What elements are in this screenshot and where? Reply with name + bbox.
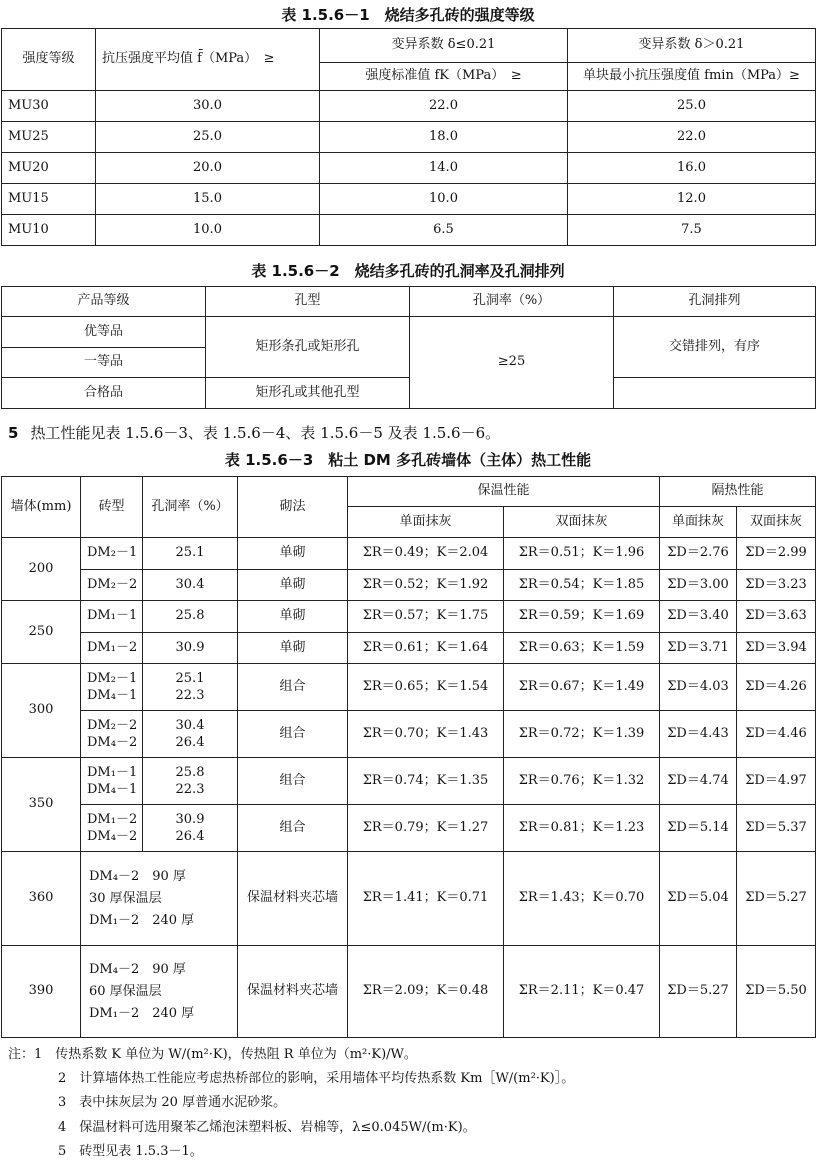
table-row [2, 538, 816, 570]
insul-double-cell: ΣR＝0.63；K＝1.59 [504, 633, 660, 664]
method-cell: 单砌 [238, 633, 348, 664]
ratio-cell: 30.4 [143, 570, 238, 601]
ratio-line: 26.4 [175, 829, 205, 844]
standard-cell: 14.0 [320, 153, 568, 184]
table-row [2, 215, 816, 246]
ratio-line: 30.4 [175, 718, 205, 733]
table1-header-cv-gt: 变异系数 δ＞0.21 [568, 29, 816, 63]
table1-header-average: 抗压强度平均值 f̄（MPa） ≥ [96, 29, 320, 91]
wall-cell: 350 [2, 758, 81, 852]
note-1: 注：1 传热系数 K 单位为 W/(m²·K)，传热阻 R 单位为（m²·K)/W。 [8, 1047, 417, 1062]
grade-cell: MU15 [2, 184, 96, 215]
table3-header-insul-single: 单面抹灰 [348, 507, 504, 538]
table1-header-standard: 强度标准值 fK（MPa） ≥ [320, 63, 568, 91]
ratio-cell: 30.9 [143, 633, 238, 664]
note-4: 4 保温材料可选用聚苯乙烯泡沫塑料板、岩棉等，λ≤0.045W/(m·K)。 [58, 1119, 476, 1135]
table3-header-insul-double: 双面抹灰 [504, 507, 660, 538]
grade-cell: MU10 [2, 215, 96, 246]
brick-cell [81, 711, 143, 758]
paragraph-5 [8, 422, 500, 443]
brick-line: DM₄－1 [87, 688, 138, 703]
brick-composition-cell [81, 852, 238, 946]
table3-header-heat-single: 单面抹灰 [660, 507, 737, 538]
ratio-line: 25.8 [175, 765, 205, 780]
ratio-line: 26.4 [175, 735, 205, 750]
brick-line: DM₂－1 [87, 671, 138, 686]
min-cell: 12.0 [568, 184, 816, 215]
method-cell: 保温材料夹芯墙 [238, 852, 348, 946]
insul-double-cell: ΣR＝0.76；K＝1.32 [504, 758, 660, 805]
insul-double-cell: ΣR＝1.43；K＝0.70 [504, 852, 660, 946]
table1-caption: 表 1.5.6－1 烧结多孔砖的强度等级 [281, 6, 535, 24]
grade-cell: 一等品 [2, 348, 206, 378]
table-row [2, 852, 816, 946]
heat-double-cell: ΣD＝4.26 [737, 664, 816, 711]
arrangement-cell: 交错排列，有序 [614, 317, 816, 378]
heat-single-cell: ΣD＝3.40 [660, 601, 737, 633]
min-cell: 25.0 [568, 91, 816, 122]
heat-double-cell: ΣD＝2.99 [737, 538, 816, 570]
average-cell: 25.0 [96, 122, 320, 153]
ratio-cell [143, 664, 238, 711]
composition-line: 30 厚保温层 [89, 890, 162, 906]
table3-header-ratio: 孔洞率（%） [143, 477, 238, 538]
table-row [2, 633, 816, 664]
table3-header-insulation: 保温性能 [348, 477, 660, 507]
heat-double-cell: ΣD＝3.63 [737, 601, 816, 633]
table-row [2, 184, 816, 215]
method-cell: 组合 [238, 711, 348, 758]
min-cell: 16.0 [568, 153, 816, 184]
insul-single-cell: ΣR＝0.79；K＝1.27 [348, 805, 504, 852]
heat-single-cell: ΣD＝3.71 [660, 633, 737, 664]
table2-header-arrangement: 孔洞排列 [614, 287, 816, 317]
heat-single-cell: ΣD＝5.04 [660, 852, 737, 946]
table-row [2, 805, 816, 852]
table3-header-method: 砌法 [238, 477, 348, 538]
hole-type-cell: 矩形条孔或矩形孔 [206, 317, 410, 378]
insul-single-cell: ΣR＝0.52；K＝1.92 [348, 570, 504, 601]
wall-cell: 360 [2, 852, 81, 946]
table3-header-heat-double: 双面抹灰 [737, 507, 816, 538]
table-row [2, 378, 816, 409]
insul-single-cell: ΣR＝0.74；K＝1.35 [348, 758, 504, 805]
table-row [2, 601, 816, 633]
note-3: 3 表中抹灰层为 20 厚普通水泥砂浆。 [58, 1095, 287, 1111]
composition-line: DM₄－2 90 厚 [89, 868, 186, 884]
hole-type-cell: 矩形孔或其他孔型 [206, 378, 410, 409]
hole-ratio-cell: ≥25 [410, 317, 614, 409]
brick-composition-cell [81, 946, 238, 1038]
heat-single-cell: ΣD＝3.00 [660, 570, 737, 601]
table2-header-ratio: 孔洞率（%） [410, 287, 614, 317]
table2-header-grade: 产品等级 [2, 287, 206, 317]
method-cell: 保温材料夹芯墙 [238, 946, 348, 1038]
wall-cell: 390 [2, 946, 81, 1038]
heat-double-cell: ΣD＝3.23 [737, 570, 816, 601]
brick-cell: DM₂－2 [81, 570, 143, 601]
ratio-cell [143, 711, 238, 758]
brick-cell [81, 664, 143, 711]
heat-double-cell: ΣD＝5.50 [737, 946, 816, 1038]
grade-cell: 合格品 [2, 378, 206, 409]
min-cell: 7.5 [568, 215, 816, 246]
wall-cell: 250 [2, 601, 81, 664]
table-row [2, 153, 816, 184]
composition-line: DM₁－2 240 厚 [89, 912, 195, 928]
grade-cell: 优等品 [2, 317, 206, 348]
table3-thermal-performance [1, 476, 816, 1038]
insul-single-cell: ΣR＝0.65；K＝1.54 [348, 664, 504, 711]
table-row [2, 91, 816, 122]
average-cell: 10.0 [96, 215, 320, 246]
note-5: 5 砖型见表 1.5.3－1。 [58, 1143, 203, 1159]
method-cell: 组合 [238, 805, 348, 852]
arrangement-cell [614, 378, 816, 409]
brick-cell: DM₂－1 [81, 538, 143, 570]
brick-cell: DM₁－1 [81, 601, 143, 633]
table1-header-min: 单块最小抗压强度值 fmin（MPa）≥ [568, 63, 816, 91]
insul-double-cell: ΣR＝0.54；K＝1.85 [504, 570, 660, 601]
ratio-cell: 25.8 [143, 601, 238, 633]
heat-single-cell: ΣD＝5.27 [660, 946, 737, 1038]
grade-cell: MU25 [2, 122, 96, 153]
wall-cell: 300 [2, 664, 81, 758]
average-cell: 15.0 [96, 184, 320, 215]
heat-single-cell: ΣD＝5.14 [660, 805, 737, 852]
composition-line: 60 厚保温层 [89, 983, 162, 999]
brick-line: DM₁－1 [87, 765, 138, 780]
insul-single-cell: ΣR＝0.49；K＝2.04 [348, 538, 504, 570]
insul-double-cell: ΣR＝0.59；K＝1.69 [504, 601, 660, 633]
table3-header-brick: 砖型 [81, 477, 143, 538]
heat-double-cell: ΣD＝4.97 [737, 758, 816, 805]
min-cell: 22.0 [568, 122, 816, 153]
ratio-cell [143, 805, 238, 852]
method-cell: 组合 [238, 664, 348, 711]
heat-double-cell: ΣD＝3.94 [737, 633, 816, 664]
insul-single-cell: ΣR＝1.41；K＝0.71 [348, 852, 504, 946]
table-row [2, 664, 816, 711]
method-cell: 组合 [238, 758, 348, 805]
table1-header-grade: 强度等级 [2, 29, 96, 91]
table1-strength-grades [1, 28, 816, 246]
brick-cell [81, 758, 143, 805]
ratio-cell: 25.1 [143, 538, 238, 570]
table-row [2, 122, 816, 153]
wall-cell: 200 [2, 538, 81, 601]
ratio-line: 25.1 [175, 671, 205, 686]
ratio-cell [143, 758, 238, 805]
heat-single-cell: ΣD＝4.43 [660, 711, 737, 758]
composition-line: DM₁－2 240 厚 [89, 1005, 195, 1021]
brick-line: DM₄－2 [87, 829, 138, 844]
insul-double-cell: ΣR＝0.81；K＝1.23 [504, 805, 660, 852]
brick-line: DM₁－2 [87, 812, 138, 827]
method-cell: 单砌 [238, 570, 348, 601]
heat-double-cell: ΣD＝4.46 [737, 711, 816, 758]
brick-line: DM₂－2 [87, 718, 138, 733]
method-cell: 单砌 [238, 601, 348, 633]
table-row [2, 758, 816, 805]
method-cell: 单砌 [238, 538, 348, 570]
note-2: 2 计算墙体热工性能应考虑热桥部位的影响，采用墙体平均传热系数 Km［W/(m²·K)］。 [58, 1071, 575, 1087]
heat-double-cell: ΣD＝5.27 [737, 852, 816, 946]
standard-cell: 18.0 [320, 122, 568, 153]
table3-header-heat: 隔热性能 [660, 477, 816, 507]
ratio-line: 22.3 [175, 688, 205, 703]
insul-single-cell: ΣR＝0.57；K＝1.75 [348, 601, 504, 633]
table-row [2, 570, 816, 601]
brick-cell: DM₁－2 [81, 633, 143, 664]
table-row [2, 711, 816, 758]
insul-double-cell: ΣR＝0.72；K＝1.39 [504, 711, 660, 758]
standard-cell: 10.0 [320, 184, 568, 215]
average-cell: 20.0 [96, 153, 320, 184]
ratio-line: 30.9 [175, 812, 205, 827]
standard-cell: 6.5 [320, 215, 568, 246]
grade-cell: MU30 [2, 91, 96, 122]
table-row [2, 946, 816, 1038]
ratio-line: 22.3 [175, 782, 205, 797]
table1-header-cv-le: 变异系数 δ≤0.21 [320, 29, 568, 63]
brick-cell [81, 805, 143, 852]
insul-double-cell: ΣR＝0.51；K＝1.96 [504, 538, 660, 570]
heat-single-cell: ΣD＝4.74 [660, 758, 737, 805]
insul-double-cell: ΣR＝0.67；K＝1.49 [504, 664, 660, 711]
table2-header-type: 孔型 [206, 287, 410, 317]
paragraph-number: 5 [8, 424, 19, 442]
insul-single-cell: ΣR＝0.70；K＝1.43 [348, 711, 504, 758]
table-row [2, 317, 816, 348]
insul-double-cell: ΣR＝2.11；K＝0.47 [504, 946, 660, 1038]
heat-double-cell: ΣD＝5.37 [737, 805, 816, 852]
grade-cell: MU20 [2, 153, 96, 184]
table3-header-wall: 墙体(mm) [2, 477, 81, 538]
table-notes [8, 1043, 574, 1164]
insul-single-cell: ΣR＝2.09；K＝0.48 [348, 946, 504, 1038]
table3-caption: 表 1.5.6－3 粘土 DM 多孔砖墙体（主体）热工性能 [224, 451, 592, 469]
standard-cell: 22.0 [320, 91, 568, 122]
heat-single-cell: ΣD＝4.03 [660, 664, 737, 711]
average-cell: 30.0 [96, 91, 320, 122]
heat-single-cell: ΣD＝2.76 [660, 538, 737, 570]
table2-hole-ratio [1, 286, 816, 409]
brick-line: DM₄－1 [87, 782, 138, 797]
paragraph-text: 热工性能见表 1.5.6－3、表 1.5.6－4、表 1.5.6－5 及表 1.5.6－6。 [30, 424, 501, 442]
table2-caption: 表 1.5.6－2 烧结多孔砖的孔洞率及孔洞排列 [251, 262, 565, 280]
insul-single-cell: ΣR＝0.61；K＝1.64 [348, 633, 504, 664]
composition-line: DM₄－2 90 厚 [89, 961, 186, 977]
brick-line: DM₄－2 [87, 735, 138, 750]
